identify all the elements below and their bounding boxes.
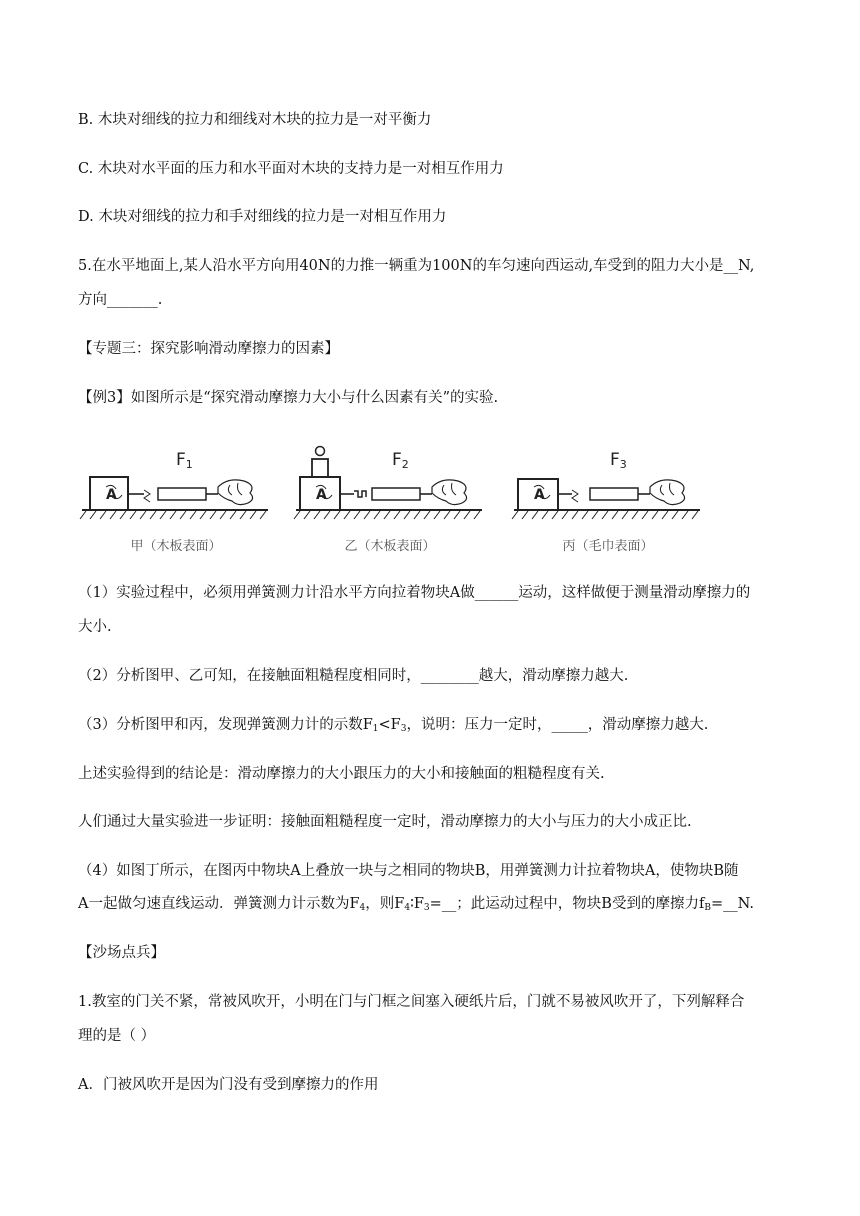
option-b: B. 木块对细线的拉力和细线对木块的拉力是一对平衡力 bbox=[78, 112, 432, 128]
question-5-line1: 5.在水平地面上,某人沿水平方向用40N的力推一辆重为100N的车匀速向西运动,车受到的阻力大小是__N, bbox=[78, 258, 755, 274]
question-1-line2: 大小. bbox=[78, 619, 112, 635]
option-d: D. 木块对细线的拉力和手对细线的拉力是一对相互作用力 bbox=[78, 209, 447, 225]
practice-q1-line2: 理的是（ ） bbox=[78, 1028, 156, 1044]
panel-jia-force-label: F1 bbox=[176, 450, 193, 471]
panel-jia-block-label: A bbox=[106, 487, 117, 503]
caption-jia: 甲（木板表面） bbox=[130, 539, 222, 554]
question-2: （2）分析图甲、乙可知，在接触面粗糙程度相同时，________越大，滑动摩擦力越大. bbox=[78, 668, 629, 684]
topic-heading: 【专题三：探究影响滑动摩擦力的因素】 bbox=[78, 341, 339, 357]
conclusion-line: 上述实验得到的结论是：滑动摩擦力的大小跟压力的大小和接触面的粗糙程度有关. bbox=[78, 766, 605, 782]
example-3-intro: 【例3】如图所示是“探究滑动摩擦力大小与什么因素有关”的实验. bbox=[78, 390, 499, 406]
question-4-line2: A一起做匀速直线运动．弹簧测力计示数为$F_4$，则$F_4∶F_3=\_\_$；此运动过程中，物块B受到的摩擦力$f_B=\_\_N$. bbox=[78, 896, 754, 913]
question-1-line1: （1）实验过程中，必须用弹簧测力计沿水平方向拉着物块A做______运动，这样做便于测量滑动摩擦力的 bbox=[78, 585, 751, 601]
question-5-line2: 方向_______. bbox=[78, 292, 163, 308]
practice-heading: 【沙场点兵】 bbox=[78, 945, 165, 961]
caption-yi: 乙（木板表面） bbox=[344, 539, 436, 554]
practice-q1-option-a: A．门被风吹开是因为门没有受到摩擦力的作用 bbox=[78, 1077, 379, 1093]
experiment-figure bbox=[78, 437, 788, 557]
panel-yi-block-label: A bbox=[316, 487, 327, 503]
option-c: C. 木块对水平面的压力和水平面对木块的支持力是一对相互作用力 bbox=[78, 161, 504, 177]
panel-yi bbox=[294, 447, 482, 520]
panel-bing-force-label: F3 bbox=[610, 450, 627, 471]
caption-bing: 丙（毛巾表面） bbox=[562, 539, 654, 554]
proportion-line: 人们通过大量实验进一步证明：接触面粗糙程度一定时，滑动摩擦力的大小与压力的大小成正比. bbox=[78, 814, 692, 830]
panel-bing-block-label: A bbox=[534, 487, 545, 503]
question-3: （3）分析图甲和丙，发现弹簧测力计的示数$F_1<F_3$，说明：压力一定时，_____，滑动摩擦力越大. bbox=[78, 717, 709, 734]
question-4-line1: （4）如图丁所示，在图丙中物块A上叠放一块与之相同的物块B，用弹簧测力计拉着物块A，使物块B随 bbox=[78, 863, 739, 879]
practice-q1-line1: 1.教室的门关不紧，常被风吹开，小明在门与门框之间塞入硬纸片后，门就不易被风吹开了，下列解释合 bbox=[78, 994, 745, 1010]
panel-yi-force-label: F2 bbox=[392, 450, 409, 471]
